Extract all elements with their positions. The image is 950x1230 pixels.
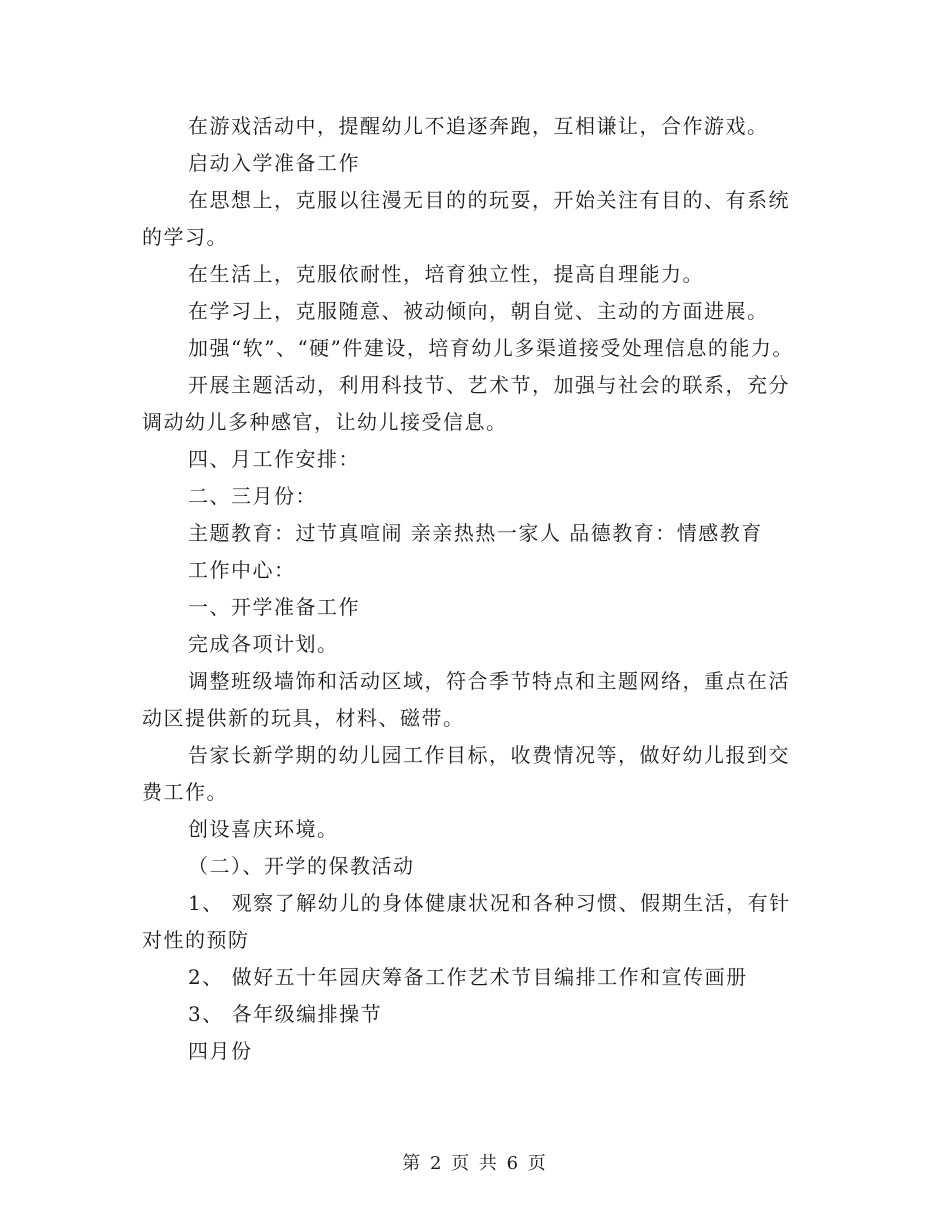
paragraph: 创设喜庆环境。 xyxy=(188,817,339,841)
paragraph: 开展主题活动，利用科技节、艺术节，加强与社会的联系，充分调动幼儿多种感官，让幼儿接受信息。 xyxy=(142,373,790,434)
paragraph: 启动入学准备工作 xyxy=(188,151,360,175)
paragraph: 二、三月份： xyxy=(188,484,317,508)
paragraph: 主题教育：过节真喧闹 亲亲热热一家人 品德教育：情感教育 xyxy=(188,521,763,545)
paragraph: 在思想上，克服以往漫无目的的玩耍，开始关注有目的、有系统的学习。 xyxy=(142,188,790,249)
paragraph: 在游戏活动中，提醒幼儿不追逐奔跑，互相谦让，合作游戏。 xyxy=(188,114,769,138)
paragraph: 3、 各年级编排操节 xyxy=(188,1002,383,1026)
paragraph: 完成各项计划。 xyxy=(188,632,339,656)
paragraph: 四、月工作安排： xyxy=(188,447,360,471)
page-footer: 第 2 页 共 6 页 xyxy=(402,1153,548,1174)
paragraph: 加强“软”、“硬”件建设，培育幼儿多渠道接受处理信息的能力。 xyxy=(188,336,794,360)
paragraph: 调整班级墙饰和活动区域，符合季节特点和主题网络，重点在活动区提供新的玩具，材料、磁带。 xyxy=(142,669,790,730)
paragraph: 2、 做好五十年园庆筹备工作艺术节目编排工作和宣传画册 xyxy=(188,965,748,989)
paragraph: 四月份 xyxy=(188,1039,253,1063)
paragraph: 在生活上，克服依耐性，培育独立性，提高自理能力。 xyxy=(188,262,704,286)
paragraph: 告家长新学期的幼儿园工作目标，收费情况等，做好幼儿报到交费工作。 xyxy=(142,743,790,804)
paragraph: 一、开学准备工作 xyxy=(188,595,360,619)
document-body xyxy=(142,108,810,1070)
paragraph: （二）、开学的保教活动 xyxy=(188,854,415,878)
paragraph: 工作中心： xyxy=(188,558,296,582)
paragraph: 在学习上，克服随意、被动倾向，朝自觉、主动的方面进展。 xyxy=(188,299,769,323)
paragraph: 1、 观察了解幼儿的身体健康状况和各种习惯、假期生活，有针对性的预防 xyxy=(142,891,791,952)
